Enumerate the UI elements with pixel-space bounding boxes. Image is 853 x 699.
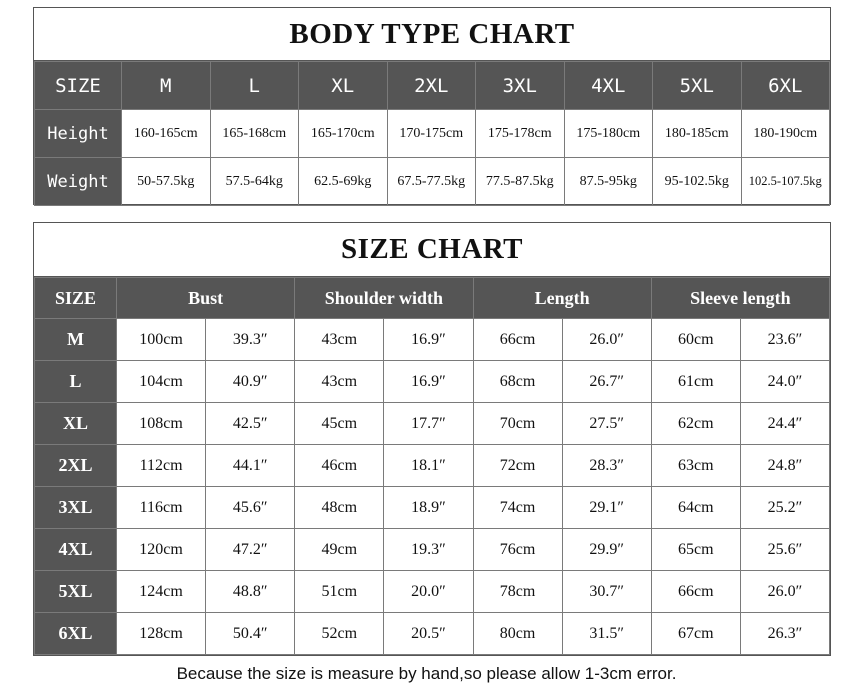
bust-in-cell: 40.9″ xyxy=(206,361,295,403)
bust-in-cell: 47.2″ xyxy=(206,529,295,571)
size-chart xyxy=(33,222,831,656)
size-chart-title: SIZE CHART xyxy=(34,223,830,277)
shoulder-in-cell: 17.7″ xyxy=(384,403,473,445)
bust-in-cell: 48.8″ xyxy=(206,571,295,613)
bust-in-cell: 44.1″ xyxy=(206,445,295,487)
header-size: SIZE xyxy=(35,278,117,319)
bust-cm-cell: 104cm xyxy=(117,361,206,403)
shoulder-cm-cell: 51cm xyxy=(295,571,384,613)
shoulder-cm-cell: 52cm xyxy=(295,613,384,655)
weight-cell: 57.5-64kg xyxy=(210,158,299,206)
size-header-cell: 2XL xyxy=(387,62,476,110)
sleeve-in-cell: 24.4″ xyxy=(740,403,829,445)
row-size-cell: 2XL xyxy=(35,445,117,487)
shoulder-cm-cell: 49cm xyxy=(295,529,384,571)
weight-cell: 102.5-107.5kg xyxy=(741,158,830,206)
length-in-cell: 26.7″ xyxy=(562,361,651,403)
length-cm-cell: 72cm xyxy=(473,445,562,487)
sleeve-cm-cell: 64cm xyxy=(651,487,740,529)
size-chart-header-row xyxy=(35,278,830,319)
size-header-cell: XL xyxy=(299,62,388,110)
header-length: Length xyxy=(473,278,651,319)
size-header-cell: 6XL xyxy=(741,62,830,110)
bust-cm-cell: 108cm xyxy=(117,403,206,445)
length-in-cell: 27.5″ xyxy=(562,403,651,445)
height-cell: 165-170cm xyxy=(299,110,388,158)
bust-cm-cell: 124cm xyxy=(117,571,206,613)
weight-cell: 62.5-69kg xyxy=(299,158,388,206)
weight-cell: 77.5-87.5kg xyxy=(476,158,565,206)
size-row xyxy=(35,62,830,110)
size-chart-row xyxy=(35,403,830,445)
length-in-cell: 31.5″ xyxy=(562,613,651,655)
sleeve-cm-cell: 65cm xyxy=(651,529,740,571)
sleeve-cm-cell: 67cm xyxy=(651,613,740,655)
sleeve-cm-cell: 66cm xyxy=(651,571,740,613)
shoulder-in-cell: 18.1″ xyxy=(384,445,473,487)
measurement-note: Because the size is measure by hand,so please allow 1-3cm error. xyxy=(176,664,677,683)
row-size-cell: 6XL xyxy=(35,613,117,655)
length-in-cell: 28.3″ xyxy=(562,445,651,487)
size-row-label: SIZE xyxy=(35,62,122,110)
size-header-cell: M xyxy=(122,62,211,110)
sleeve-cm-cell: 62cm xyxy=(651,403,740,445)
weight-cell: 67.5-77.5kg xyxy=(387,158,476,206)
size-chart-row xyxy=(35,571,830,613)
height-row-label: Height xyxy=(35,110,122,158)
sleeve-cm-cell: 63cm xyxy=(651,445,740,487)
shoulder-in-cell: 18.9″ xyxy=(384,487,473,529)
weight-row-label: Weight xyxy=(35,158,122,206)
bust-cm-cell: 120cm xyxy=(117,529,206,571)
length-cm-cell: 68cm xyxy=(473,361,562,403)
length-cm-cell: 76cm xyxy=(473,529,562,571)
row-size-cell: 4XL xyxy=(35,529,117,571)
sleeve-in-cell: 25.6″ xyxy=(740,529,829,571)
sleeve-in-cell: 26.3″ xyxy=(740,613,829,655)
bust-in-cell: 45.6″ xyxy=(206,487,295,529)
size-chart-row xyxy=(35,445,830,487)
shoulder-in-cell: 16.9″ xyxy=(384,361,473,403)
length-in-cell: 29.1″ xyxy=(562,487,651,529)
weight-row xyxy=(35,158,830,206)
size-chart-row xyxy=(35,361,830,403)
size-chart-row xyxy=(35,529,830,571)
row-size-cell: L xyxy=(35,361,117,403)
size-chart-row xyxy=(35,613,830,655)
bust-cm-cell: 116cm xyxy=(117,487,206,529)
length-cm-cell: 78cm xyxy=(473,571,562,613)
height-cell: 160-165cm xyxy=(122,110,211,158)
length-cm-cell: 80cm xyxy=(473,613,562,655)
shoulder-in-cell: 20.0″ xyxy=(384,571,473,613)
sleeve-cm-cell: 60cm xyxy=(651,319,740,361)
shoulder-cm-cell: 45cm xyxy=(295,403,384,445)
body-type-chart-title: BODY TYPE CHART xyxy=(34,8,830,61)
height-cell: 165-168cm xyxy=(210,110,299,158)
shoulder-cm-cell: 48cm xyxy=(295,487,384,529)
sleeve-in-cell: 23.6″ xyxy=(740,319,829,361)
shoulder-cm-cell: 43cm xyxy=(295,361,384,403)
row-size-cell: 5XL xyxy=(35,571,117,613)
sleeve-in-cell: 26.0″ xyxy=(740,571,829,613)
shoulder-in-cell: 19.3″ xyxy=(384,529,473,571)
shoulder-in-cell: 16.9″ xyxy=(384,319,473,361)
height-cell: 175-178cm xyxy=(476,110,565,158)
bust-in-cell: 39.3″ xyxy=(206,319,295,361)
size-header-cell: 5XL xyxy=(653,62,742,110)
header-shoulder-width: Shoulder width xyxy=(295,278,473,319)
weight-cell: 95-102.5kg xyxy=(653,158,742,206)
header-sleeve-length: Sleeve length xyxy=(651,278,829,319)
bust-cm-cell: 128cm xyxy=(117,613,206,655)
size-header-cell: 3XL xyxy=(476,62,565,110)
row-size-cell: M xyxy=(35,319,117,361)
sleeve-in-cell: 25.2″ xyxy=(740,487,829,529)
height-cell: 180-185cm xyxy=(653,110,742,158)
shoulder-cm-cell: 46cm xyxy=(295,445,384,487)
bust-cm-cell: 100cm xyxy=(117,319,206,361)
bust-in-cell: 42.5″ xyxy=(206,403,295,445)
height-cell: 170-175cm xyxy=(387,110,476,158)
sleeve-in-cell: 24.8″ xyxy=(740,445,829,487)
size-chart-row xyxy=(35,487,830,529)
weight-cell: 50-57.5kg xyxy=(122,158,211,206)
header-bust: Bust xyxy=(117,278,295,319)
height-cell: 175-180cm xyxy=(564,110,653,158)
size-header-cell: 4XL xyxy=(564,62,653,110)
size-chart-table xyxy=(34,277,830,655)
body-type-table xyxy=(34,61,830,206)
size-chart-row xyxy=(35,319,830,361)
height-cell: 180-190cm xyxy=(741,110,830,158)
sleeve-in-cell: 24.0″ xyxy=(740,361,829,403)
length-in-cell: 30.7″ xyxy=(562,571,651,613)
row-size-cell: 3XL xyxy=(35,487,117,529)
length-cm-cell: 66cm xyxy=(473,319,562,361)
length-cm-cell: 70cm xyxy=(473,403,562,445)
height-row xyxy=(35,110,830,158)
shoulder-cm-cell: 43cm xyxy=(295,319,384,361)
shoulder-in-cell: 20.5″ xyxy=(384,613,473,655)
length-cm-cell: 74cm xyxy=(473,487,562,529)
bust-in-cell: 50.4″ xyxy=(206,613,295,655)
bust-cm-cell: 112cm xyxy=(117,445,206,487)
weight-cell: 87.5-95kg xyxy=(564,158,653,206)
row-size-cell: XL xyxy=(35,403,117,445)
length-in-cell: 26.0″ xyxy=(562,319,651,361)
size-header-cell: L xyxy=(210,62,299,110)
length-in-cell: 29.9″ xyxy=(562,529,651,571)
sleeve-cm-cell: 61cm xyxy=(651,361,740,403)
body-type-chart xyxy=(33,7,831,205)
